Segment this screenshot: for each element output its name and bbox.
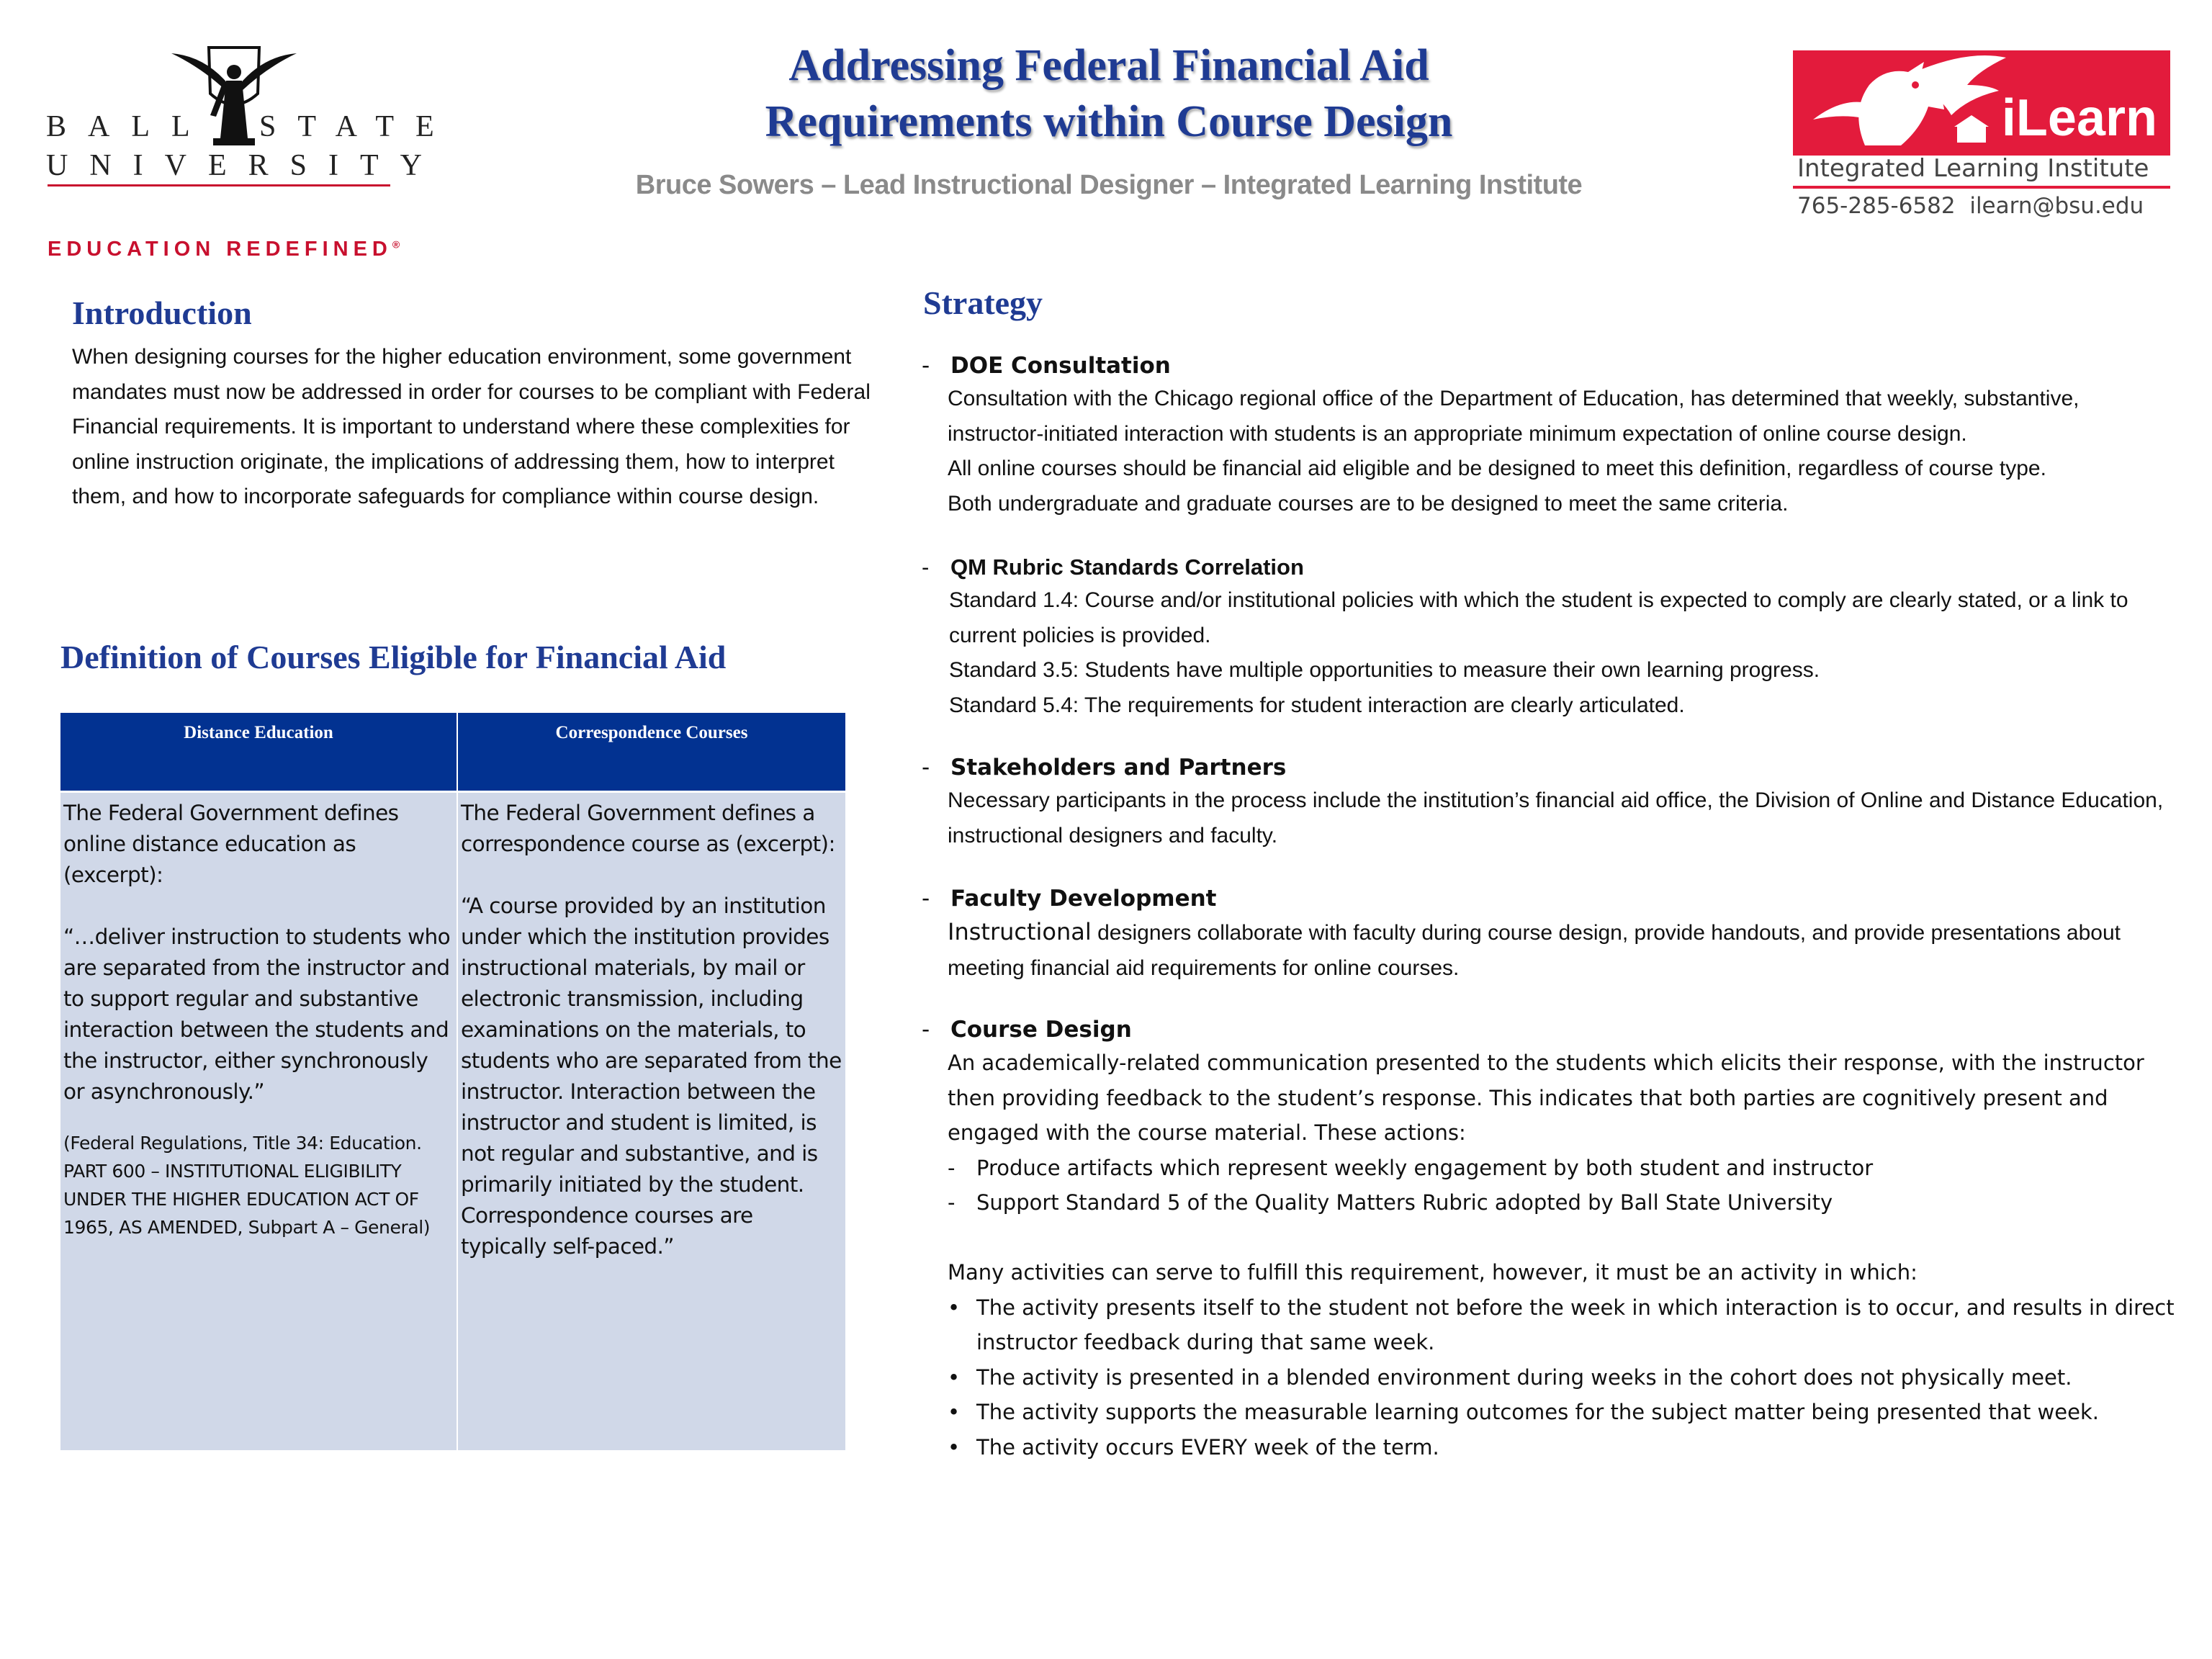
bsu-tagline [48,238,400,261]
dash-marker: - [948,1155,956,1180]
strategy-faculty-development [922,883,2175,986]
bsu-divider [48,184,390,186]
qm-rubric-body [949,583,2175,723]
introduction-text: When designing courses for the higher education environment, some government mandates must now be addressed in order for courses to be compliant with Federal Financial requirements. It is important to understand where these complexities for online instruction originate, the implications of addressing them, how to interpret them, and how to incorporate safeguards for compliance within course design. [72,345,871,508]
activity-item-2: The activity is presented in a blended environment during weeks in the cohort does not physically meet. [976,1364,2072,1390]
ilearn-email: ilearn@bsu.edu [1969,193,2144,219]
qm-standard-1-4: Standard 1.4: Course and/or institutional policies with which the student is expected to comply are clearly stated, or a link to current policies is provided. [949,588,2128,647]
qm-standard-3-5: Standard 3.5: Students have multiple opportunities to measure their own learning progress. [949,658,1820,682]
list-item [948,1360,2175,1395]
distance-education-citation: (Federal Regulations, Title 34: Education. PART 600 – INSTITUTIONAL ELIGIBILITY UNDER THE HIGHER EDUCATION ACT OF 1965, AS AMENDED, Subpart A – General) [63,1133,431,1238]
dash-marker: - [948,1190,956,1215]
correspondence-quote: “A course provided by an institution under which the institution provides instructional materials, by mail or electronic transmission, including examinations on the materials, to students who are separated from the instructor. Interaction between the instructor and student is limited, is not regular and substantive, and is primarily initiated by the student. Correspondence courses are typically self-paced.” [461,894,842,1259]
qm-rubric-title: QM Rubric Standards Correlation [950,554,1304,580]
cardinal-bird-icon [1800,53,2009,154]
dash-marker: - [922,886,930,912]
table-header-separator [60,791,845,793]
list-item [948,1290,2175,1360]
correspondence-intro: The Federal Government defines a correspondence course as (excerpt): [461,801,835,856]
doe-paragraph-3: Both undergraduate and graduate courses are to be designed to meet the same criteria. [948,491,1789,516]
list-item [948,1151,2175,1186]
column-header-correspondence-courses: Correspondence Courses [555,723,748,742]
ilearn-contact [1797,193,2144,219]
doe-consultation-body [948,382,2175,521]
dash-marker: - [922,755,930,781]
strategy-item-title [922,552,2175,583]
title-line-2: Requirements within Course Design [765,97,1453,146]
bsu-word-university: UNIVERSITY [46,149,444,182]
stakeholders-title: Stakeholders and Partners [950,755,1287,781]
strategy-item-title [922,752,2175,783]
activity-item-4: The activity occurs EVERY week of the term. [976,1434,1439,1460]
ilearn-phone: 765-285-6582 [1797,193,1956,219]
course-design-paragraph: An academically-related communication presented to the students which elicits their response, with the instructor then providing feedback to the student’s response. This indicates that both parties are cognitively present and engaged with the course material. These actions: [948,1051,2144,1145]
action-item-1: Produce artifacts which represent weekly engagement by both student and instructor [976,1155,1874,1180]
definition-table [60,713,845,1450]
bsu-word-ball: BALL [46,110,212,143]
bullet-marker: • [948,1434,961,1460]
dash-marker: - [922,353,930,379]
definition-heading: Definition of Courses Eligible for Financial Aid [60,639,727,675]
activities-intro: Many activities can serve to fulfill this requirement, however, it must be an activity in which: [948,1260,1917,1285]
bullet-marker: • [948,1400,961,1424]
course-design-title: Course Design [950,1017,1132,1043]
faculty-development-body [948,914,2175,986]
distance-education-quote: “…deliver instruction to students who are separated from the instructor and to support regular and substantive interaction between the students and the instructor, either synchronously or asynchronously.” [63,925,451,1104]
correspondence-courses-cell [458,798,845,1262]
strategy-heading: Strategy [923,284,1043,321]
ball-state-university-logo [43,43,456,261]
strategy-item-title [922,1014,2175,1046]
bullet-marker: • [948,1364,961,1390]
strategy-course-design [922,1014,2175,1465]
dash-marker: - [922,1017,930,1043]
column-header-distance-education: Distance Education [184,723,333,742]
ilearn-name: iLearn [2001,89,2157,147]
doe-paragraph-2: All online courses should be financial aid eligible and be designed to meet this definition, regardless of course type. [948,457,2046,480]
bsu-tagline-text: EDUCATION REDEFINED [48,238,392,261]
list-item [948,1185,2175,1220]
poster-subtitle: Bruce Sowers – Lead Instructional Designer – Integrated Learning Institute [635,170,1583,200]
ilearn-banner [1793,50,2170,156]
distance-education-intro: The Federal Government defines online distance education as (excerpt): [63,801,399,887]
distance-education-cell [60,798,457,1241]
doe-paragraph-1: Consultation with the Chicago regional office of the Department of Education, has determined that weekly, substantive, instructor-initiated interaction with students is an appropriate minimum expectation of online course design. [948,387,2080,446]
strategy-doe-consultation [922,350,2175,521]
strategy-item-title [922,350,2175,382]
title-line-1: Addressing Federal Financial Aid [788,41,1429,90]
ilearn-logo [1793,50,2175,230]
faculty-lead-word: Instructional [948,918,1092,945]
activity-item-3: The activity supports the measurable learning outcomes for the subject matter being presented that week. [976,1400,2099,1424]
strategy-item-title [922,883,2175,914]
introduction-heading: Introduction [72,295,252,331]
strategy-stakeholders [922,752,2175,853]
bullet-marker: • [948,1295,961,1320]
qm-standard-5-4: Standard 5.4: The requirements for student interaction are clearly articulated. [949,693,1685,717]
bsu-word-state: STATE [259,110,456,143]
dash-marker: - [922,554,930,580]
faculty-paragraph: designers collaborate with faculty during course design, provide handouts, and provide presentations about meeting financial aid requirements for online courses. [948,921,2121,980]
course-design-body [948,1046,2175,1465]
doe-consultation-title: DOE Consultation [950,353,1171,379]
list-item [948,1395,2175,1430]
ilearn-rule [1793,186,2170,189]
faculty-development-title: Faculty Development [950,886,1217,912]
stakeholders-paragraph: Necessary participants in the process include the institution’s financial aid office, the Division of Online and Distance Education, instructional designers and faculty. [948,788,2164,848]
ilearn-subtitle: Integrated Learning Institute [1797,154,2149,183]
poster-title [518,37,1699,150]
registered-mark: ® [392,238,400,251]
activity-item-1: The activity presents itself to the student not before the week in which interaction is to occur, and results in direct instructor feedback during that same week. [976,1295,2175,1354]
list-item [948,1430,2175,1465]
stakeholders-body [948,783,2175,853]
strategy-qm-rubric [922,552,2175,723]
action-item-2: Support Standard 5 of the Quality Matters Rubric adopted by Ball State University [976,1190,1833,1215]
